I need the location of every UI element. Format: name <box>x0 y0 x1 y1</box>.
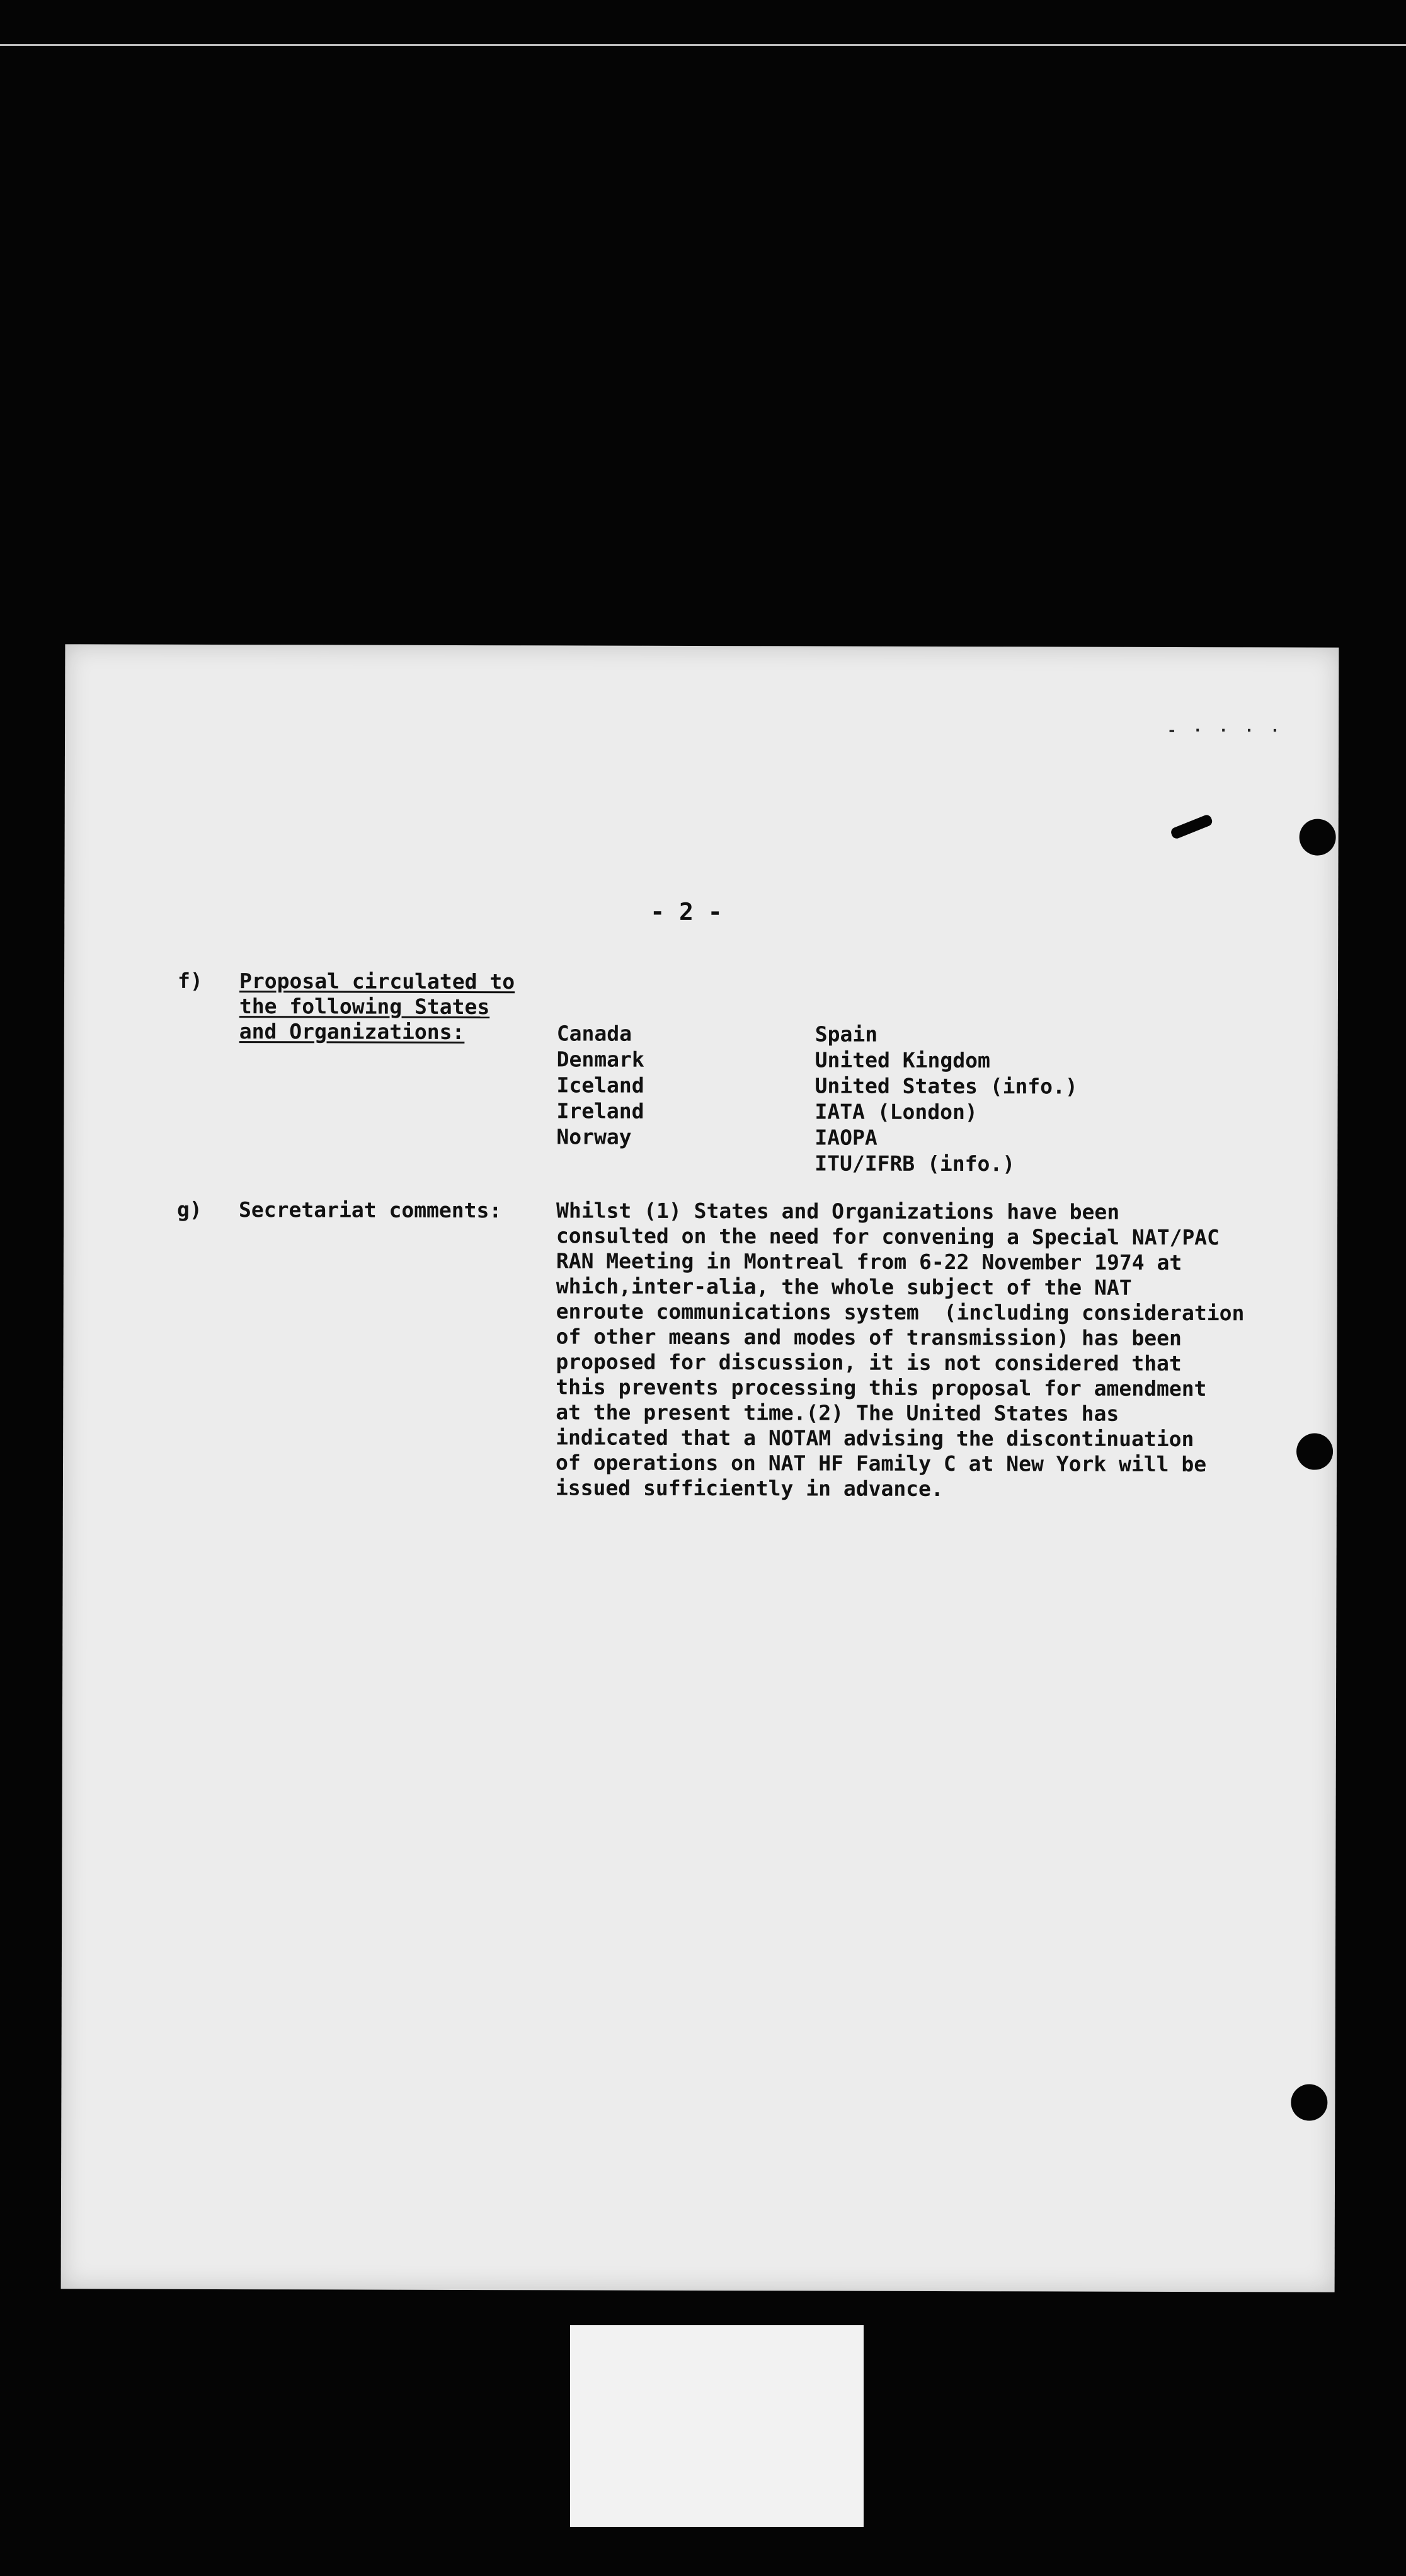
proposal-label-line: the following States <box>239 994 490 1020</box>
secretariat-comments-text <box>556 1198 1281 1502</box>
punch-hole-bottom <box>1291 2084 1327 2120</box>
paper-tab <box>570 2325 864 2527</box>
punch-hole-top <box>1300 819 1336 855</box>
state-item: Canada <box>556 1021 632 1046</box>
state-item: United Kingdom <box>814 1047 990 1073</box>
state-item: ITU/IFRB (info.) <box>814 1151 1015 1176</box>
comment-line: proposed for discussion, it is not considered that <box>556 1349 1182 1376</box>
comment-line: of other means and modes of transmission) has been <box>556 1324 1182 1351</box>
states-column-1 <box>556 1020 644 1149</box>
state-item: Denmark <box>556 1047 644 1072</box>
proposal-circulated-label <box>239 969 515 1045</box>
state-item: Iceland <box>556 1072 644 1098</box>
comment-line: at the present time.(2) The United States has <box>556 1400 1119 1426</box>
ink-mark <box>1170 814 1214 840</box>
state-item: Norway <box>556 1124 632 1149</box>
states-column-2 <box>814 1021 1078 1176</box>
document-page <box>61 644 1339 2292</box>
page-number: - 2 - <box>650 897 723 926</box>
state-item: IAOPA <box>814 1125 877 1150</box>
section-f-letter: f) <box>177 968 203 993</box>
state-item: United States (info.) <box>814 1073 1078 1099</box>
comment-line: RAN Meeting in Montreal from 6-22 November 1974 at <box>556 1248 1182 1275</box>
proposal-label-line: Proposal circulated to <box>239 969 515 994</box>
comment-line: which,inter-alia, the whole subject of the NAT <box>556 1274 1132 1300</box>
state-item: IATA (London) <box>814 1099 978 1125</box>
section-g-letter: g) <box>177 1197 202 1222</box>
secretariat-comments-label: Secretariat comments: <box>239 1197 502 1223</box>
comment-line: Whilst (1) States and Organizations have been <box>556 1198 1120 1224</box>
top-rule <box>0 44 1406 46</box>
state-item: Spain <box>814 1021 878 1047</box>
proposal-label-line: and Organizations: <box>239 1019 465 1045</box>
comment-line: indicated that a NOTAM advising the discontinuation <box>556 1425 1194 1452</box>
state-item: Ireland <box>556 1098 644 1124</box>
comment-line: consulted on the need for convening a Special NAT/PAC <box>556 1223 1220 1250</box>
comment-line: issued sufficiently in advance. <box>555 1475 944 1502</box>
comment-line: enroute communications system (including consideration <box>556 1299 1245 1326</box>
punch-hole-middle <box>1296 1433 1333 1469</box>
comment-line: of operations on NAT HF Family C at New York will be <box>555 1450 1207 1477</box>
comment-line: this prevents processing this proposal for amendment <box>556 1374 1207 1401</box>
corner-marks: - · · · · <box>1167 721 1284 740</box>
